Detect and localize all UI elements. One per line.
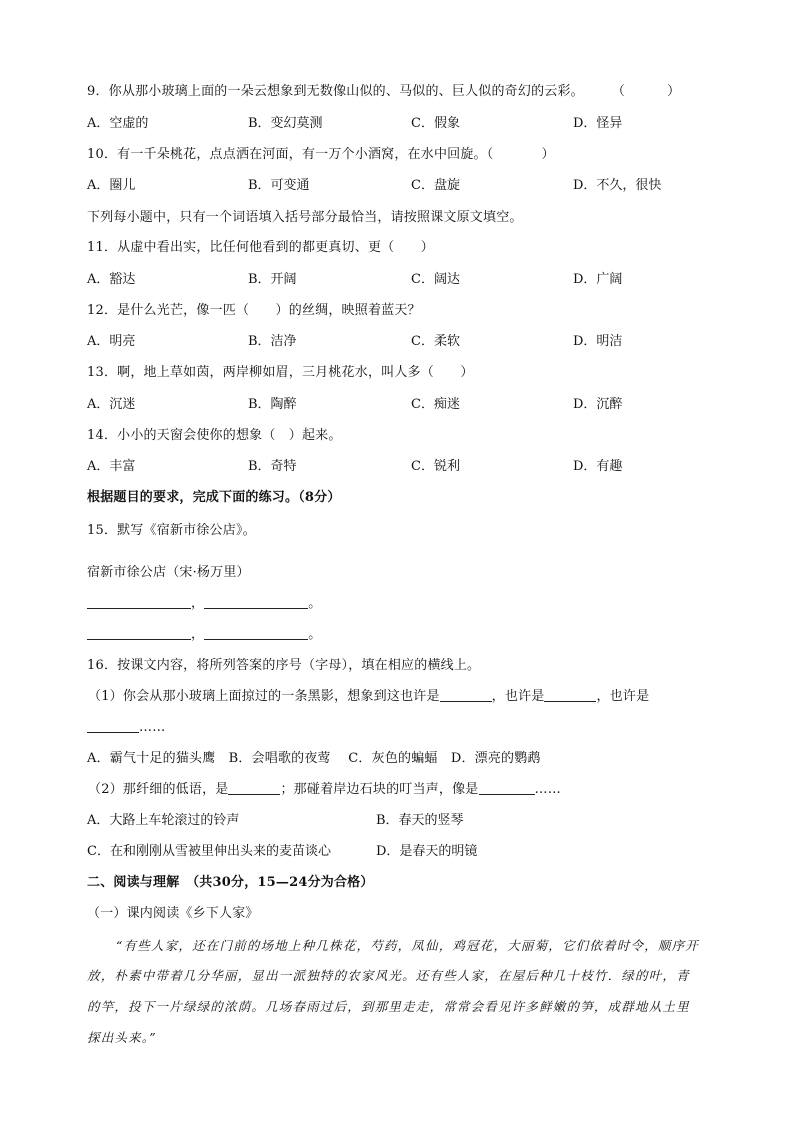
question-stem: 9．你从那小玻璃上面的一朵云想象到无数像山似的、马似的、巨人似的奇幻的云彩。 — [87, 84, 584, 99]
answer-paren-open: （ — [611, 84, 626, 99]
option-b[interactable]: B．洁净 — [248, 334, 297, 349]
option-c[interactable]: C．阔达 — [411, 272, 460, 287]
punctuation: 。 — [308, 627, 322, 642]
option-a[interactable]: A．豁达 — [87, 272, 136, 287]
poem-title: 宿新市徐公店（宋·杨万里） — [87, 565, 250, 580]
option-d[interactable]: D．广阔 — [573, 272, 623, 287]
section-heading: 二、阅读与理解 （共30分，15—24分为合格） — [87, 875, 374, 890]
question-9 — [87, 84, 680, 100]
sub-question-2 — [88, 782, 561, 798]
sub-question-text: ，也许是 — [491, 689, 545, 704]
option-c[interactable]: C．盘旋 — [411, 178, 460, 193]
fill-blank[interactable] — [228, 794, 280, 795]
option-c[interactable]: C．假象 — [411, 116, 460, 131]
option-a[interactable]: A．明亮 — [87, 334, 136, 349]
option-d[interactable]: D．怪异 — [573, 116, 623, 131]
option-a[interactable]: A．大路上车轮滚过的铃声 — [87, 813, 240, 828]
option-d[interactable]: D．明洁 — [573, 334, 623, 349]
option-b[interactable]: B．变幻莫测 — [248, 116, 323, 131]
passage-line: “有些人家，还在门前的场地上种几株花，芍药，凤仙，鸡冠花，大丽菊，它们依着时令，顺序开 — [116, 938, 699, 953]
question-stem: 10．有一千朵桃花，点点洒在河面，有一万个小酒窝，在水中回旋。（ — [87, 147, 494, 162]
sub-question-text: （1）你会从那小玻璃上面掠过的一条黑影，想象到这也许是 — [88, 689, 440, 704]
section-instruction: 下列每小题中，只有一个词语填入括号部分最恰当，请按照课文原文填空。 — [87, 210, 523, 225]
fill-blank[interactable] — [440, 701, 492, 702]
option-a[interactable]: A．圈儿 — [87, 178, 136, 193]
question-13: 13．啊，地上草如茵，两岸柳如眉，三月桃花水，叫人多（ ） — [87, 365, 474, 380]
sub-question-text: ，也许是 — [596, 689, 650, 704]
sub-question-1-continued — [87, 720, 165, 736]
fill-blank[interactable] — [87, 608, 191, 609]
option-a[interactable]: A．沉迷 — [87, 397, 136, 412]
fill-blank[interactable] — [544, 701, 596, 702]
ellipsis: …… — [534, 782, 561, 797]
option-a[interactable]: A．丰富 — [87, 459, 136, 474]
option-d[interactable]: D．是春天的明镜 — [376, 844, 478, 859]
fill-blank[interactable] — [204, 608, 308, 609]
poem-line-1 — [87, 596, 321, 612]
option-d[interactable]: D．不久，很快 — [573, 178, 662, 193]
question-12: 12．是什么光芒，像一匹（ ）的丝绸，映照着蓝天？ — [87, 303, 421, 318]
fill-blank[interactable] — [479, 794, 535, 795]
option-c[interactable]: C．在和刚刚从雪被里伸出头来的麦苗谈心 — [87, 844, 331, 859]
passage-line: 放，朴素中带着几分华丽，显出一派独特的农家风光。还有些人家，在屋后种几十枝竹．绿的叶，青 — [87, 968, 690, 983]
passage-line: 探出头来。” — [87, 1030, 157, 1045]
sub-question-text: ；那碰着岸边石块的叮当声，像是 — [280, 782, 479, 797]
question-16: 16．按课文内容，将所列答案的序号（字母），填在相应的横线上。 — [87, 658, 481, 673]
option-b[interactable]: B．开阔 — [248, 272, 297, 287]
option-d[interactable]: D．有趣 — [573, 459, 623, 474]
sub-question-1-options[interactable]: A．霸气十足的猫头鹰 B．会唱歌的夜莺 C．灰色的蝙蝠 D．漂亮的鹦鹉 — [87, 751, 541, 766]
option-b[interactable]: B．陶醉 — [248, 397, 297, 412]
fill-blank[interactable] — [87, 639, 191, 640]
question-10 — [87, 147, 555, 163]
answer-paren-close: ） — [667, 84, 681, 99]
option-d[interactable]: D．沉醉 — [573, 397, 623, 412]
part-heading: 根据题目的要求，完成下面的练习。（8分） — [87, 490, 341, 505]
option-c[interactable]: C．柔软 — [411, 334, 460, 349]
fill-blank[interactable] — [204, 639, 308, 640]
option-a[interactable]: A．空虚的 — [87, 116, 149, 131]
poem-line-2 — [87, 627, 321, 643]
punctuation: 。 — [308, 596, 322, 611]
option-b[interactable]: B．奇特 — [248, 459, 297, 474]
answer-paren-close: ） — [541, 147, 555, 162]
question-14: 14．小小的天窗会使你的想象（ ）起来。 — [87, 428, 342, 443]
sub-question-text: （2）那纤细的低语，是 — [88, 782, 229, 797]
fill-blank[interactable] — [87, 732, 139, 733]
passage-line: 的竿，投下一片绿绿的浓荫。几场春雨过后，到那里走走，常常会看见许多鲜嫩的笋，成群地从土里 — [87, 999, 690, 1014]
sub-question-1 — [88, 689, 649, 705]
question-11: 11．从虚中看出实，比任何他看到的都更真切、更（ ） — [87, 240, 434, 255]
option-c[interactable]: C．锐利 — [411, 459, 460, 474]
punctuation: ， — [191, 596, 205, 611]
reading-title: （一）课内阅读《乡下人家》 — [87, 906, 259, 921]
option-c[interactable]: C．痴迷 — [411, 397, 460, 412]
option-b[interactable]: B．春天的竖琴 — [376, 813, 464, 828]
option-b[interactable]: B．可变通 — [248, 178, 310, 193]
ellipsis: …… — [139, 720, 166, 735]
question-15: 15．默写《宿新市徐公店》。 — [87, 523, 256, 538]
punctuation: ， — [191, 627, 205, 642]
